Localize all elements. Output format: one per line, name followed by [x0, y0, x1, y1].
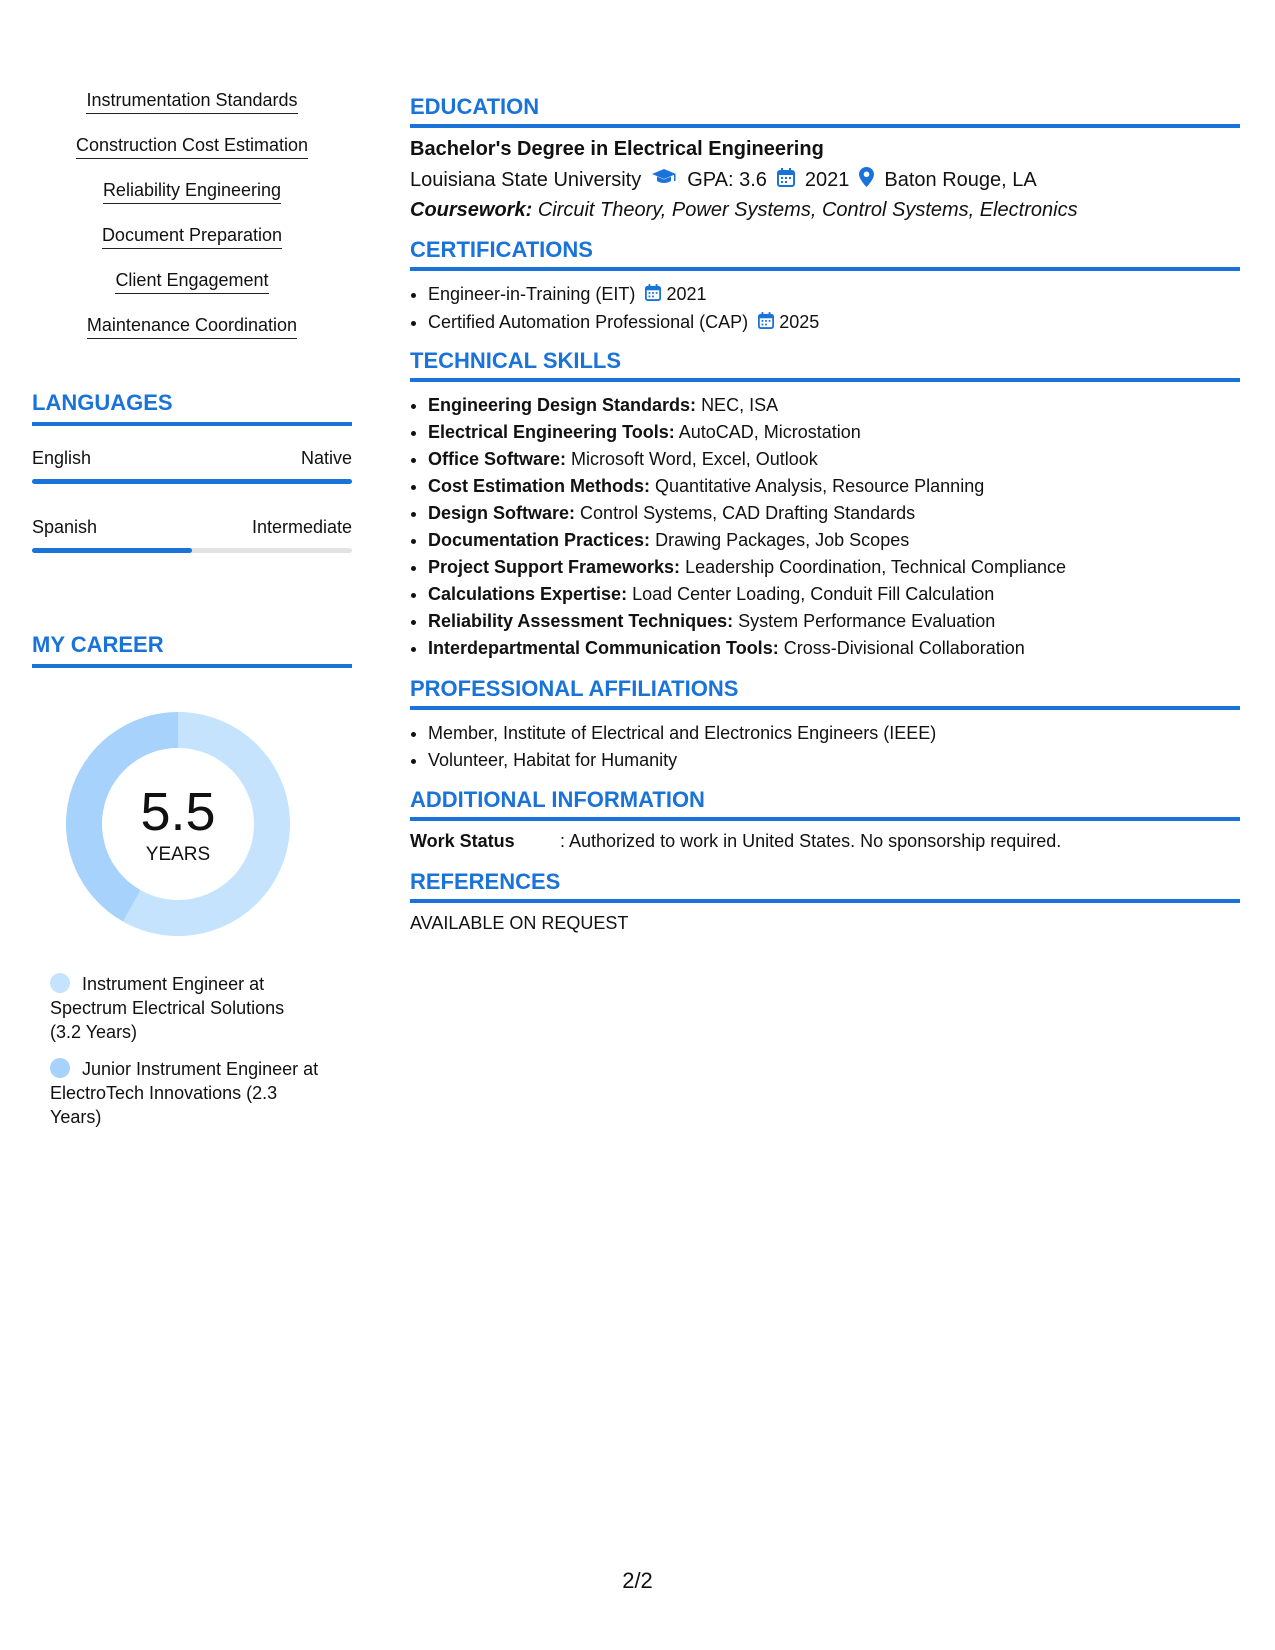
career-total-years: 5.5 — [140, 782, 216, 842]
list-item — [428, 473, 1240, 500]
section-title: TECHNICAL SKILLS — [410, 348, 1240, 382]
gpa: GPA: 3.6 — [687, 168, 767, 191]
calendar-icon — [777, 168, 795, 193]
list-item — [428, 281, 1240, 309]
skill-tag: Construction Cost Estimation — [76, 133, 308, 159]
section-title: ADDITIONAL INFORMATION — [410, 787, 1240, 821]
school: Louisiana State University — [410, 168, 642, 191]
skill-category: Office Software: — [428, 449, 567, 469]
location: Baton Rouge, LA — [884, 168, 1037, 191]
skill-tags — [32, 88, 352, 358]
legend-swatch — [50, 973, 70, 993]
work-status-row — [410, 831, 1240, 852]
skill-tag: Document Preparation — [102, 223, 282, 249]
graduation-cap-icon — [651, 168, 677, 192]
skill-category: Documentation Practices: — [428, 530, 651, 550]
list-item — [428, 608, 1240, 635]
legend-swatch — [50, 1058, 70, 1078]
skill-category: Electrical Engineering Tools: — [428, 422, 675, 442]
certification-list — [410, 281, 1240, 337]
list-item — [428, 446, 1240, 473]
graduation-year: 2021 — [804, 168, 850, 191]
skill-values: Control Systems, CAD Drafting Standards — [580, 503, 916, 523]
language-name: English — [32, 448, 92, 468]
legend-label: Instrument Engineer at Spectrum Electrical Solutions (3.2 Years) — [50, 974, 285, 1042]
career-legend — [50, 972, 320, 1142]
references-section — [410, 869, 1240, 934]
skill-category: Design Software: — [428, 503, 576, 523]
list-item — [428, 635, 1240, 662]
degree: Bachelor's Degree in Electrical Engineering — [410, 138, 824, 160]
skill-category: Interdepartmental Communication Tools: — [428, 638, 779, 658]
technical-skills-list — [410, 392, 1240, 662]
section-title: EDUCATION — [410, 94, 1240, 128]
legend-item — [50, 972, 320, 1044]
coursework-label: Coursework: — [410, 199, 533, 221]
additional-info-section — [410, 787, 1240, 852]
list-item — [428, 309, 1240, 337]
legend-label: Junior Instrument Engineer at ElectroTech Innovations (2.3 Years) — [50, 1059, 319, 1127]
skill-tag: Instrumentation Standards — [86, 88, 297, 114]
legend-item — [50, 1057, 320, 1129]
skill-values: Microsoft Word, Excel, Outlook — [571, 449, 818, 469]
skill-category: Engineering Design Standards: — [428, 395, 697, 415]
list-item: • Member, Institute of Electrical and Electronics Engineers (IEEE) — [428, 720, 1240, 747]
affiliations-section — [410, 676, 1240, 774]
career-donut-chart — [66, 712, 290, 936]
list-item — [428, 554, 1240, 581]
technical-skills-section — [410, 348, 1240, 662]
section-title: REFERENCES — [410, 869, 1240, 903]
skill-category: Reliability Assessment Techniques: — [428, 611, 734, 631]
section-title: PROFESSIONAL AFFILIATIONS — [410, 676, 1240, 710]
skill-tag: Client Engagement — [115, 268, 268, 294]
location-pin-icon — [859, 167, 874, 193]
list-item — [428, 392, 1240, 419]
language-bar — [32, 548, 352, 553]
skill-values: Cross-Divisional Collaboration — [783, 638, 1025, 658]
certification-year: 2021 — [666, 284, 707, 304]
language-level: Native — [300, 448, 352, 468]
career-total-unit: YEARS — [145, 844, 211, 865]
language-level: Intermediate — [251, 517, 352, 537]
list-item — [428, 419, 1240, 446]
language-bar-fill — [32, 548, 192, 553]
skill-values: Quantitative Analysis, Resource Planning — [655, 476, 985, 496]
list-item — [428, 581, 1240, 608]
skill-category: Project Support Frameworks: — [428, 557, 681, 577]
section-title: CERTIFICATIONS — [410, 237, 1240, 271]
education-details — [410, 167, 1240, 193]
language-english — [32, 448, 352, 484]
skill-category: Cost Estimation Methods: — [428, 476, 651, 496]
language-bar — [32, 479, 352, 484]
work-status-label: Work Status — [410, 831, 515, 851]
education-section — [410, 94, 1240, 222]
skill-tag: Reliability Engineering — [103, 178, 281, 204]
language-bar-fill — [32, 479, 352, 484]
certification-name: Certified Automation Professional (CAP) — [428, 311, 749, 332]
certification-year: 2025 — [779, 311, 820, 332]
skill-values: Drawing Packages, Job Scopes — [655, 530, 910, 550]
skill-values: AutoCAD, Microstation — [678, 422, 861, 442]
coursework-list: Circuit Theory, Power Systems, Control Systems, Electronics — [537, 199, 1078, 221]
page-number: 2/2 — [622, 1568, 653, 1593]
skill-tag: Maintenance Coordination — [87, 313, 297, 339]
list-item — [428, 500, 1240, 527]
affiliations-list — [410, 720, 1240, 774]
skill-values: NEC, ISA — [701, 395, 779, 415]
coursework — [410, 199, 1240, 222]
languages-heading: LANGUAGES — [32, 390, 352, 426]
certifications-section — [410, 237, 1240, 337]
skill-values: System Performance Evaluation — [738, 611, 996, 631]
language-name: Spanish — [32, 517, 98, 537]
career-heading: MY CAREER — [32, 632, 352, 668]
work-status-value: : Authorized to work in United States. No sponsorship required. — [560, 831, 1062, 851]
skill-values: Leadership Coordination, Technical Compliance — [685, 557, 1066, 577]
list-item — [428, 527, 1240, 554]
skill-category: Calculations Expertise: — [428, 584, 628, 604]
skill-values: Load Center Loading, Conduit Fill Calculation — [632, 584, 995, 604]
calendar-icon — [758, 310, 774, 337]
certification-name: Engineer-in-Training (EIT) — [428, 284, 636, 304]
language-spanish — [32, 517, 352, 553]
calendar-icon — [645, 282, 661, 309]
references-text: AVAILABLE ON REQUEST — [410, 913, 629, 933]
list-item: • Volunteer, Habitat for Humanity — [428, 747, 1240, 774]
